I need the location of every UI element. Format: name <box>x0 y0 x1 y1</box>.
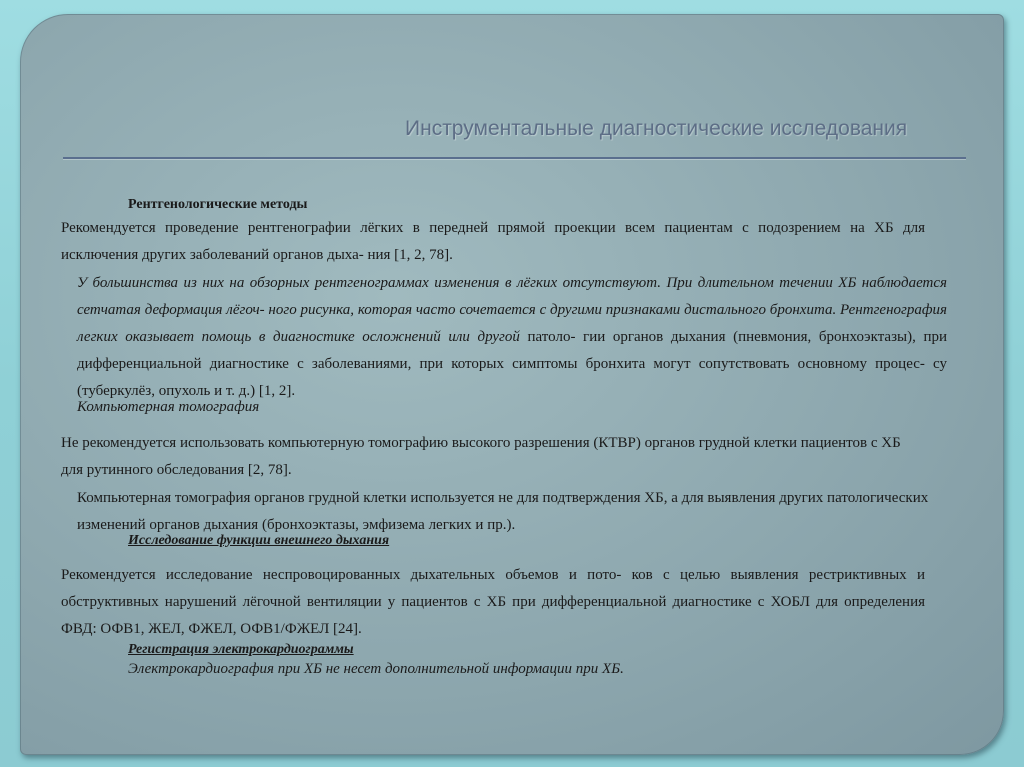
ct-heading: Компьютерная томография <box>77 399 260 415</box>
ct-note: Компьютерная томография органов грудной клетки используется не для подтверждения ХБ, а для выявления других патологических изменений органов дыхания (бронхоэктазы, эмфизема легких и пр.). <box>77 490 929 533</box>
xray-note <box>77 270 947 405</box>
spirometry-recommendation: Рекомендуется исследование неспровоцированных дыхательных объемов и пото- ков с целью выявления рестриктивных и обструктивных нарушений лёгочной вентиляции у пациентов с ХБ при дифференциальной диагностике с ХОБЛ для определения ФВД: ОФВ1, ЖЕЛ, ФЖЕЛ, ОФВ1/ФЖЕЛ [24]. <box>61 567 925 637</box>
slide-title: Инструментальные диагностические исследования <box>405 117 908 140</box>
xray-heading: Рентгенологические методы <box>128 197 308 212</box>
ecg-heading: Регистрация электрокардиограммы <box>128 642 354 657</box>
ct-recommendation: Не рекомендуется использовать компьютерную томографию высокого разрешения (КТВР) органов грудной клетки пациентов с ХБ для рутинного обследования [2, 78]. <box>61 435 901 478</box>
ecg-note: Электрокардиография при ХБ не несет дополнительной информации при ХБ. <box>128 661 624 677</box>
xray-recommendation: Рекомендуется проведение рентгенографии лёгких в передней прямой проекции всем пациентам с подозрением на ХБ для исключения других заболеваний органов дыха- ния [1, 2, 78]. <box>61 220 925 263</box>
title-underline <box>63 157 966 159</box>
xray-note-italic: У большинства из них на обзорных рентгенограммах изменения в лёгких отсутствуют. При длительном течении ХБ наблюдается сетчатая деформация лёгоч- ного рисунка, которая часто сочетается с другими признаками дистального бронхита. Рентгенография легких оказывает помощь в диагностике осложнений или другой <box>77 275 947 345</box>
spirometry-heading: Исследование функции внешнего дыхания <box>128 533 390 548</box>
xray-note-tail: патоло- гии органов дыхания (пневмония, бронхоэктазы), при дифференциальной диагностике с заболеваниями, при которых симптомы бронхита могут сопутствовать основному процес- су (туберкулёз, опухоль и т. д.) [1, 2]. <box>77 329 947 399</box>
